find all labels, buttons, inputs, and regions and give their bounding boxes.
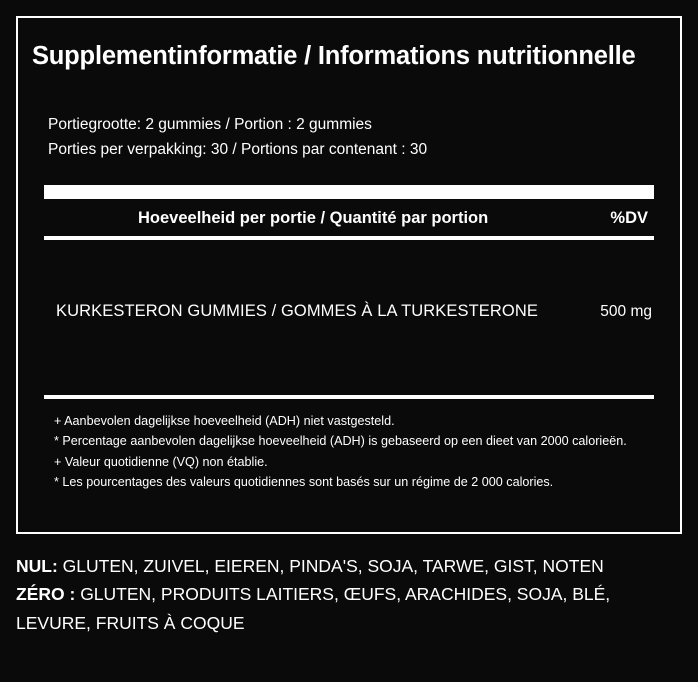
amount-per-serving-label: Hoeveelheid per portie / Quantité par portion bbox=[138, 208, 489, 227]
allergen-label-fr: ZÉRO : bbox=[16, 584, 76, 605]
bottom-divider bbox=[44, 395, 654, 399]
medium-divider bbox=[44, 236, 654, 240]
allergen-list-nl: GLUTEN, ZUIVEL, EIEREN, PINDA'S, SOJA, TARWE, GIST, NOTEN bbox=[62, 556, 604, 576]
footnote-line: * Les pourcentages des valeurs quotidiennes sont basés sur un régime de 2 000 calories. bbox=[54, 475, 554, 490]
allergen-statement bbox=[16, 552, 688, 637]
allergen-line-fr bbox=[16, 580, 688, 637]
footnote-line: * Percentage aanbevolen dagelijkse hoeveelheid (ADH) is gebaseerd op een dieet van 2000 calorieën. bbox=[54, 434, 627, 449]
daily-value-label: %DV bbox=[610, 208, 648, 227]
footnotes bbox=[44, 411, 654, 493]
footnote-line: + Valeur quotidienne (VQ) non établie. bbox=[54, 454, 268, 469]
allergen-label-nl: NUL: bbox=[16, 556, 58, 576]
footnote-line: + Aanbevolen dagelijkse hoeveelheid (ADH) niet vastgesteld. bbox=[54, 413, 395, 428]
serving-size-line: Portiegrootte: 2 gummies / Portion : 2 gummies bbox=[48, 116, 372, 134]
panel-title: Supplementinformatie / Informations nutritionnelle bbox=[32, 42, 636, 70]
allergen-list-fr: GLUTEN, PRODUITS LAITIERS, ŒUFS, ARACHIDES, SOJA, BLÉ, LEVURE, FRUITS À COQUE bbox=[16, 584, 611, 633]
serving-info bbox=[18, 113, 680, 163]
thick-divider bbox=[44, 185, 654, 199]
allergen-line-nl bbox=[16, 552, 688, 580]
nutrient-name: KURKESTERON GUMMIES / GOMMES À LA TURKESTERONE bbox=[56, 301, 538, 320]
amount-header-row bbox=[44, 209, 654, 228]
nutrient-row bbox=[44, 302, 654, 321]
servings-per-container-line: Porties per verpakking: 30 / Portions par contenant : 30 bbox=[48, 141, 428, 159]
nutrient-amount: 500 mg bbox=[600, 302, 652, 320]
supplement-facts-panel bbox=[16, 16, 682, 534]
